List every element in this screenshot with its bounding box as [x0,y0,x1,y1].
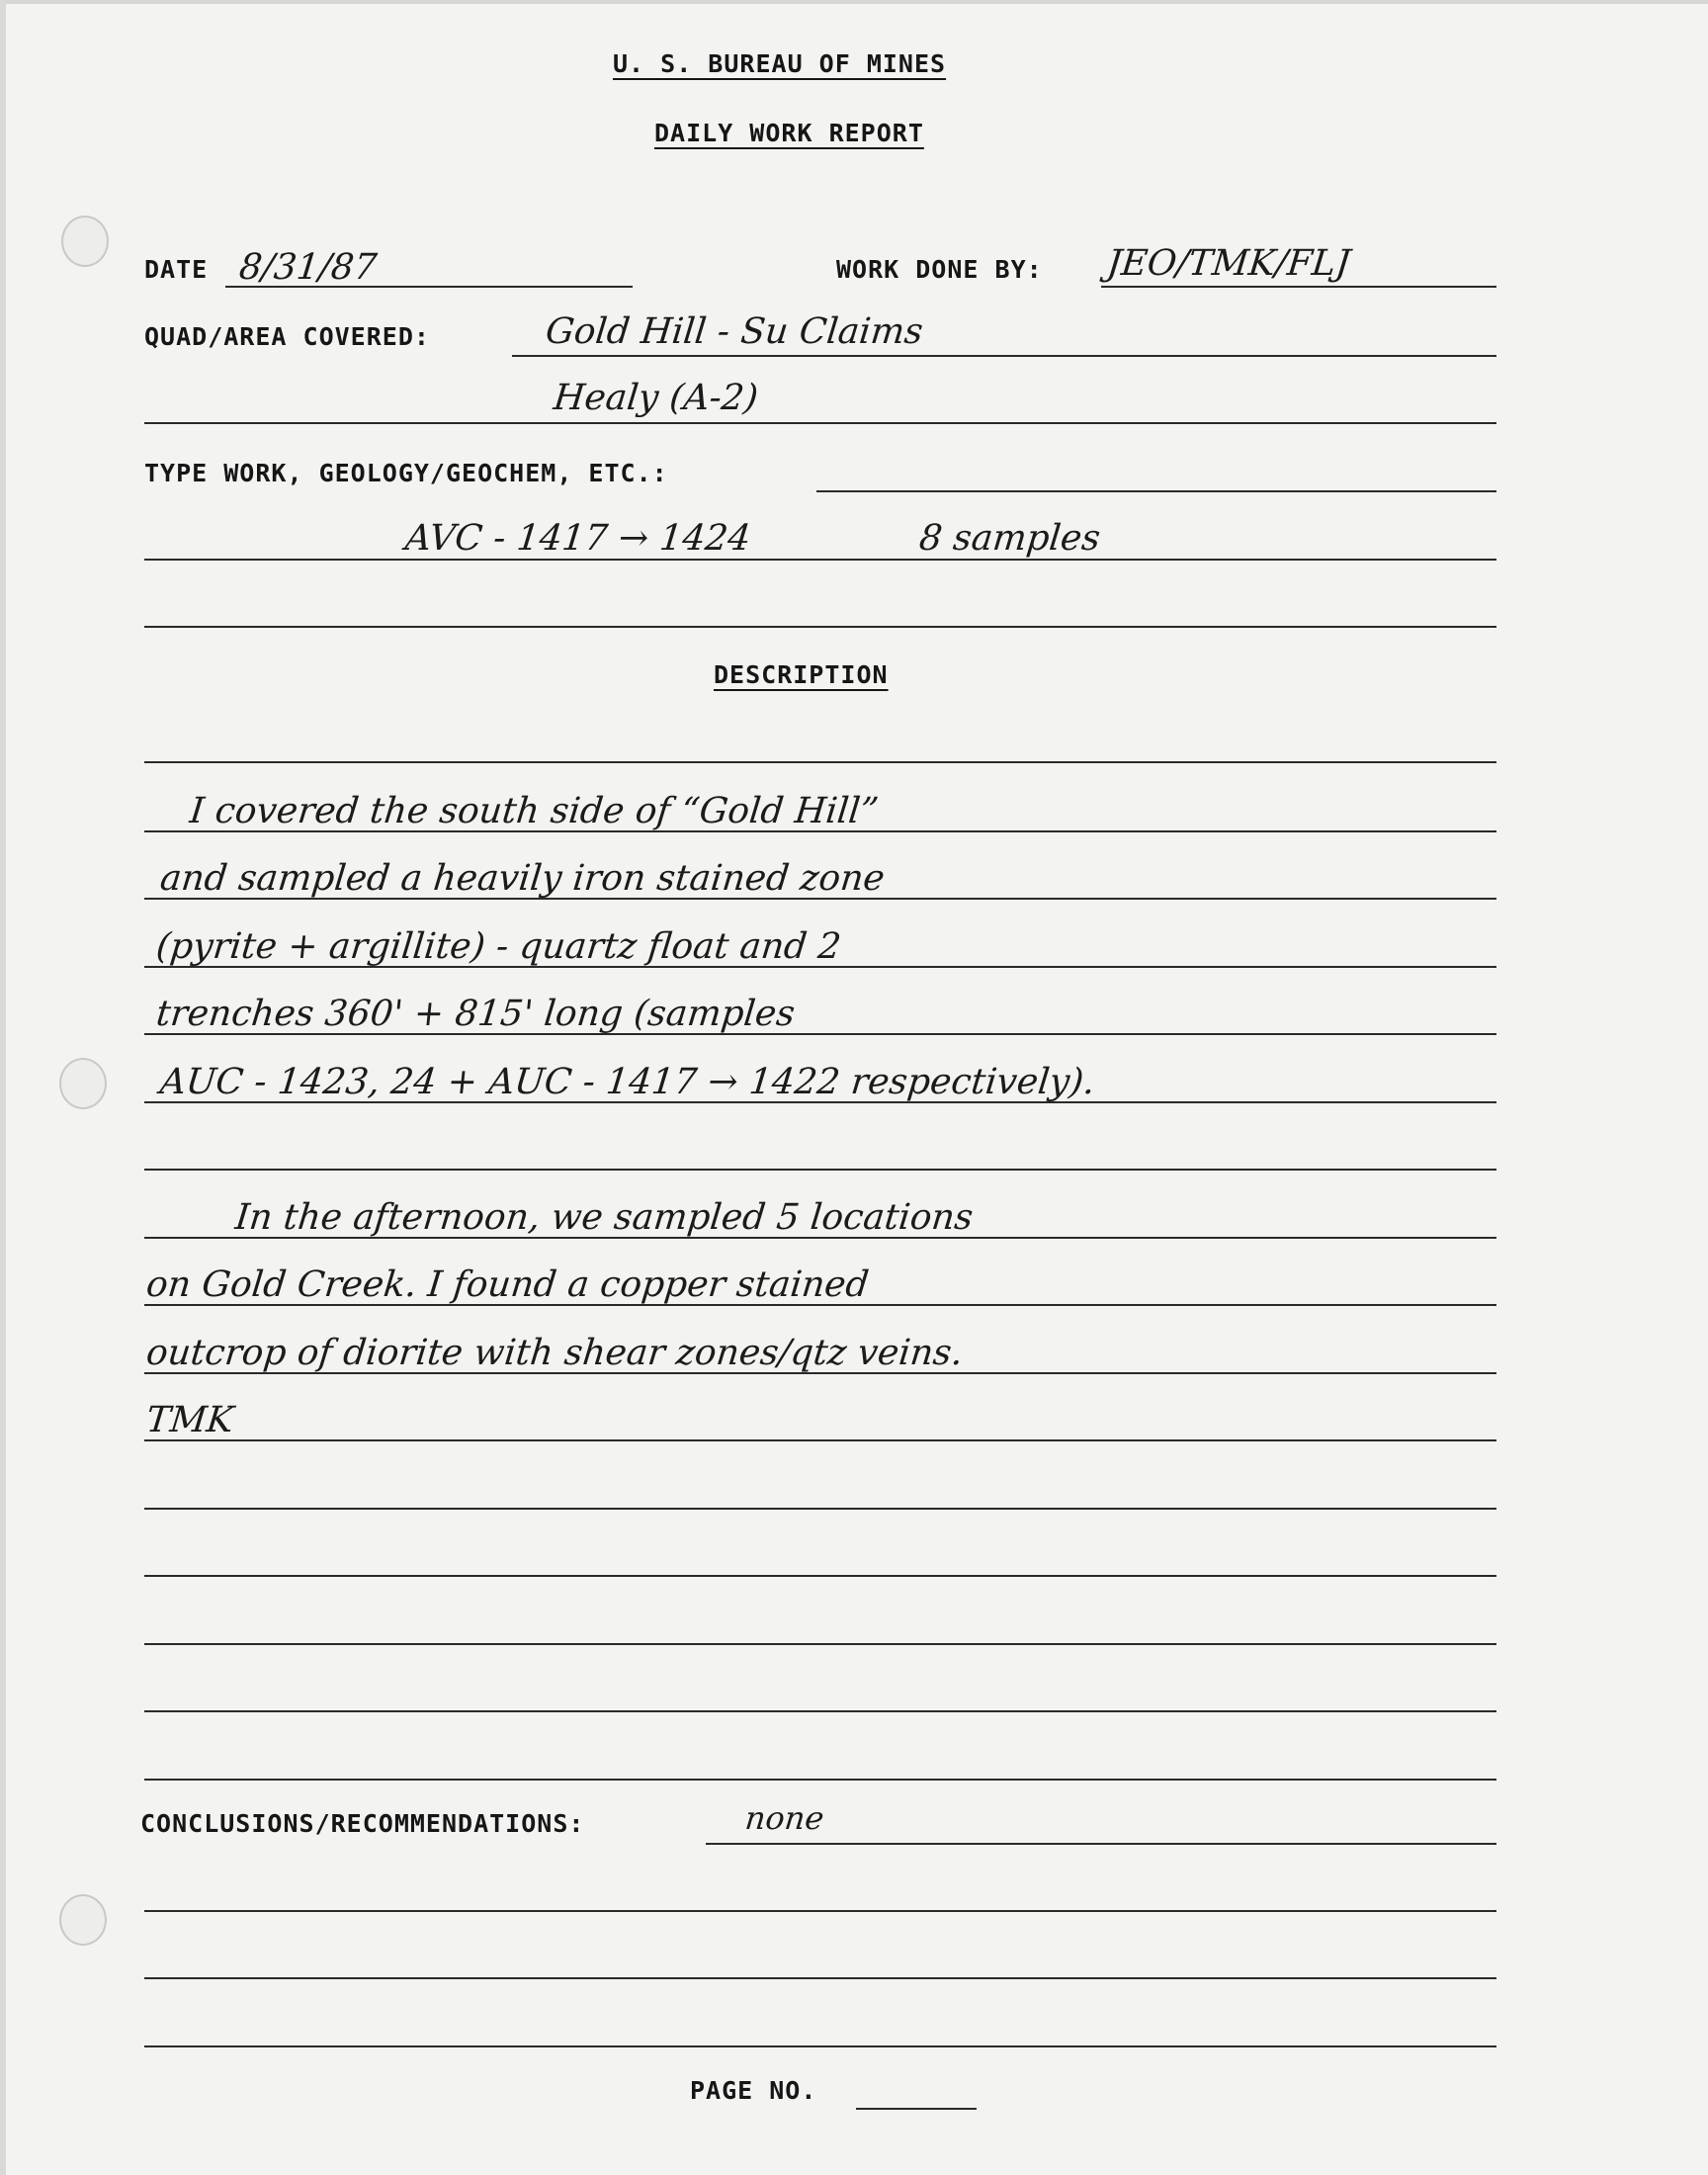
work-done-by-value: JEO/TMK/FLJ [1105,243,1352,284]
description-initials: TMK [144,1400,236,1440]
page-number-label: PAGE NO. [690,2076,817,2105]
description-heading: DESCRIPTION [714,660,889,689]
report-title: DAILY WORK REPORT [654,119,924,147]
description-line [144,1508,1496,1510]
conclusions-label: CONCLUSIONS/RECOMMENDATIONS: [140,1809,585,1838]
punch-hole-top [61,216,109,267]
description-line [144,1710,1496,1712]
type-work-value: AVC - 1417 → 1424 [403,518,753,559]
conclusions-line [144,2045,1496,2047]
description-text-line: outcrop of diorite with shear zones/qtz veins. [144,1333,966,1373]
type-work-line-1 [816,490,1496,492]
quad-line-1 [512,355,1496,357]
quad-line-2 [144,422,1496,424]
punch-hole-bottom [59,1894,107,1946]
conclusions-line [144,1977,1496,1979]
description-text-line: and sampled a heavily iron stained zone [158,858,887,899]
page-edge-top [0,0,1708,4]
date-label: DATE [144,255,209,284]
conclusions-value: none [743,1799,826,1837]
description-text-line: (pyrite + argillite) - quartz float and 2 [154,926,843,967]
description-text-line: trenches 360' + 815' long (samples [154,994,798,1034]
work-done-by-line [1101,286,1496,288]
work-done-by-label: WORK DONE BY: [836,255,1043,284]
description-line [144,1169,1496,1171]
date-value: 8/31/87 [237,247,380,288]
description-text-line: on Gold Creek. I found a copper stained [144,1264,871,1305]
page-number-line [856,2108,977,2110]
page-edge-left [0,0,6,2175]
type-work-label: TYPE WORK, GEOLOGY/GEOCHEM, ETC.: [144,459,668,487]
conclusions-line [144,1910,1496,1912]
quad-value-line1: Gold Hill - Su Claims [544,311,925,352]
quad-label: QUAD/AREA COVERED: [144,322,430,351]
description-line [144,1643,1496,1645]
type-work-line-2 [144,559,1496,561]
type-work-sample-count: 8 samples [917,518,1103,559]
quad-value-line2: Healy (A-2) [552,378,760,418]
agency-title: U. S. BUREAU OF MINES [613,49,947,78]
type-work-line-3 [144,626,1496,628]
conclusions-line-1 [706,1843,1496,1845]
punch-hole-middle [59,1058,107,1109]
description-text-line: I covered the south side of “Gold Hill” [188,791,881,831]
description-line [144,1779,1496,1781]
description-line [144,1575,1496,1577]
description-line [144,761,1496,763]
description-text-line: AUC - 1423, 24 + AUC - 1417 → 1422 respectively). [158,1062,1097,1102]
description-line [144,1439,1496,1441]
description-text-line: In the afternoon, we sampled 5 locations [233,1197,976,1238]
